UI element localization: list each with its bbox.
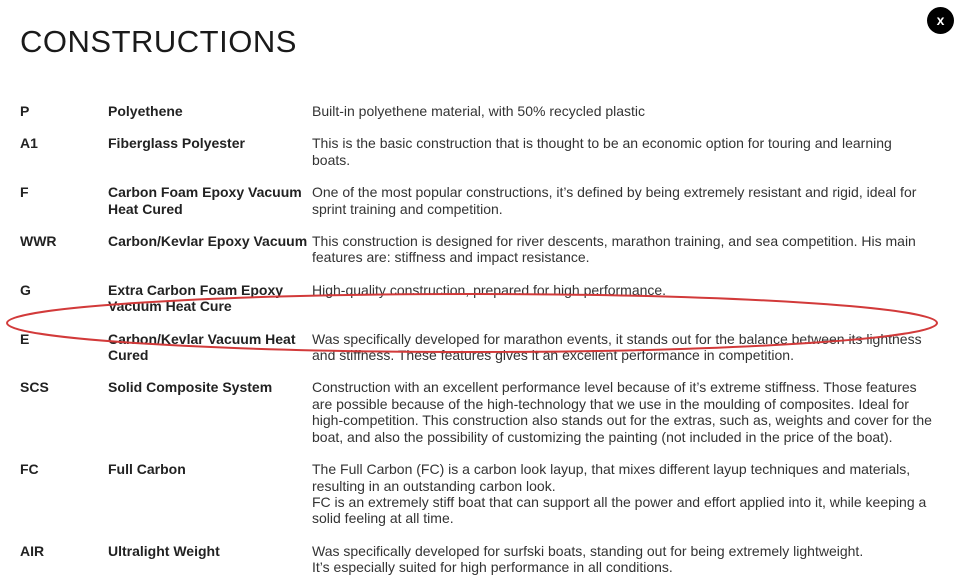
construction-code: E — [20, 330, 30, 347]
table-row — [20, 103, 940, 119]
construction-code: WWR — [20, 233, 57, 250]
constructions-table — [20, 103, 940, 577]
description-paragraph: Construction with an excellent performance level because of it’s extreme stiffness. Those features are possible because of the high-technology that we use in the moulding of composites. Ideal for high-competition. This construction also stands out for the extras, such as, weights and cover for the boat, and also the possibility of customizing the painting (not included in the price of the boat). — [312, 379, 932, 445]
construction-code: FC — [20, 461, 39, 478]
description-paragraph: The Full Carbon (FC) is a carbon look layup, that mixes different layup techniques and materials, resulting in an outstanding carbon look. — [312, 461, 911, 494]
construction-name: Carbon/Kevlar Epoxy Vacuum — [108, 233, 308, 250]
construction-code: P — [20, 103, 30, 119]
table-row — [20, 331, 940, 364]
description-paragraph: This construction is designed for river descents, marathon training, and sea competition. His main features are: stiffness and impact resistance. — [312, 233, 916, 266]
description-paragraph: Was specifically developed for marathon events, it stands out for the balance between its lightness and stiffness. These features gives it an excellent performance in competition. — [312, 330, 922, 364]
table-row — [20, 233, 940, 266]
construction-code: F — [20, 184, 29, 201]
construction-name: Solid Composite System — [108, 379, 273, 396]
description-paragraph: One of the most popular constructions, it’s defined by being extremely resistant and rigid, ideal for sprint training and competition. — [312, 184, 917, 217]
construction-description — [312, 135, 932, 168]
close-button[interactable]: x — [927, 7, 954, 34]
construction-description — [312, 331, 932, 364]
construction-code: A1 — [20, 135, 38, 152]
description-paragraph: This is the basic construction that is thought to be an economic option for touring and learning boats. — [312, 135, 892, 168]
construction-description — [312, 103, 932, 119]
construction-description — [312, 282, 932, 298]
table-row — [20, 461, 940, 527]
construction-description — [312, 461, 932, 527]
table-row — [20, 543, 940, 576]
construction-name: Full Carbon — [108, 461, 186, 478]
construction-name: Polyethene — [108, 103, 183, 119]
description-paragraph: High-quality construction, prepared for high performance. — [312, 281, 667, 298]
table-row — [20, 282, 940, 315]
table-row — [20, 379, 940, 445]
construction-name: Carbon Foam Epoxy Vacuum Heat Cured — [108, 184, 302, 217]
construction-code: G — [20, 281, 31, 298]
construction-name: Extra Carbon Foam Epoxy Vacuum Heat Cure — [108, 281, 284, 315]
description-paragraph: It’s especially suited for high performance in all conditions. — [312, 559, 673, 576]
construction-code: AIR — [20, 542, 45, 559]
construction-name: Ultralight Weight — [108, 542, 220, 559]
description-paragraph: Built-in polyethene material, with 50% recycled plastic — [312, 103, 646, 119]
construction-name: Fiberglass Polyester — [108, 135, 245, 152]
construction-code: SCS — [20, 379, 49, 396]
construction-name: Carbon/Kevlar Vacuum Heat Cured — [108, 330, 296, 364]
page-title: CONSTRUCTIONS — [20, 24, 297, 59]
construction-description — [312, 543, 932, 576]
description-paragraph: FC is an extremely stiff boat that can support all the power and effort applied into it, while keeping a solid feeling at all time. — [312, 493, 927, 527]
description-paragraph: Was specifically developed for surfski boats, standing out for being extremely lightweight. — [312, 542, 864, 559]
construction-description — [312, 379, 932, 445]
table-row — [20, 184, 940, 217]
construction-description — [312, 233, 932, 266]
table-row — [20, 135, 940, 168]
construction-description — [312, 184, 932, 217]
